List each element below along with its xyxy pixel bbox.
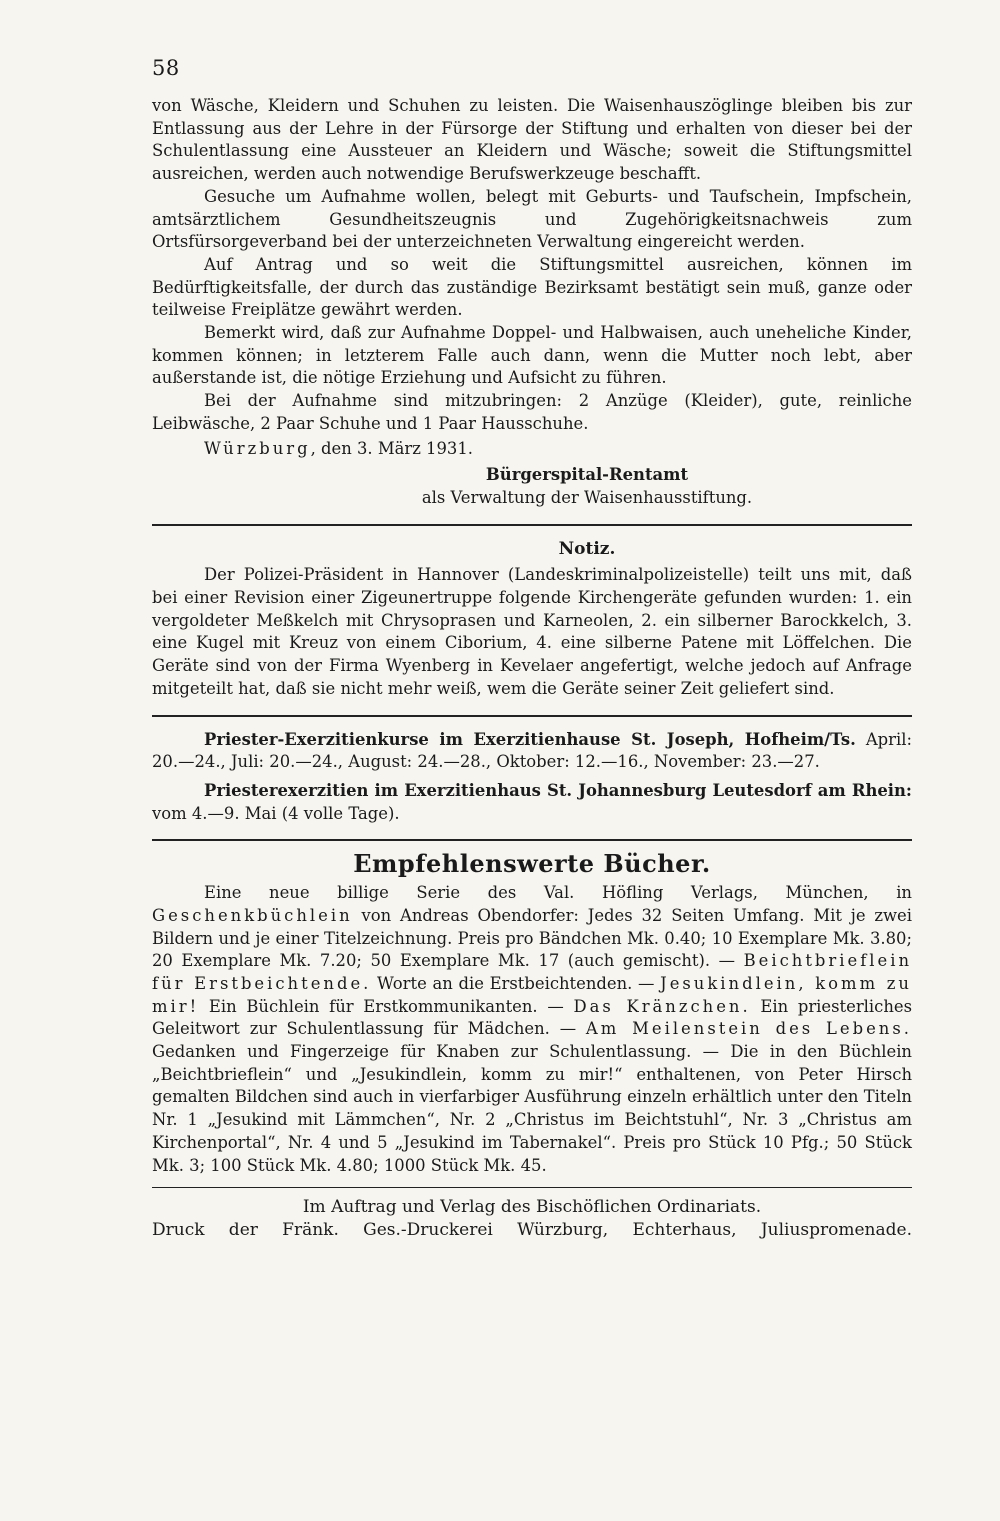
book-title: Das Kränzchen.: [573, 996, 751, 1016]
exerzitien-dates: vom 4.—9. Mai (4 volle Tage).: [152, 803, 400, 823]
page-content: [152, 95, 912, 1242]
paragraph: Auf Antrag und so weit die Stiftungsmittel ausreichen, können im Bedürftigkeitsfalle, der durch das zuständige Bezirksamt bestätigt sein muß, ganze oder teilweise Freiplätze gewährt werden.: [152, 254, 912, 320]
paragraph: Gesuche um Aufnahme wollen, belegt mit Geburts- und Taufschein, Impfschein, amtsärztlichem Gesundheitszeugnis und Zugehörigkeitsnachweis zum Ortsfürsorgeverband bei der unterzeichneten Verwaltung eingereicht werden.: [152, 186, 912, 252]
paragraph: Bei der Aufnahme sind mitzubringen: 2 Anzüge (Kleider), gute, reinliche Leibwäsche, 2 Paar Schuhe und 1 Paar Hausschuhe.: [152, 391, 912, 433]
notiz-section: [152, 538, 912, 701]
exerzitien-section: [152, 729, 912, 826]
dateline: [152, 438, 912, 461]
section-divider: [152, 839, 912, 841]
signature-subtitle: als Verwaltung der Waisenhausstiftung.: [421, 487, 753, 507]
buecher-section: [152, 849, 912, 1177]
date-place: Würzburg: [204, 438, 311, 458]
notiz-heading: Notiz.: [558, 538, 616, 559]
book-title: Am Meilenstein des Lebens.: [585, 1019, 912, 1039]
paragraph: Bemerkt wird, daß zur Aufnahme Doppel- und Halbwaisen, auch uneheliche Kinder, kommen können; in letzterem Falle auch dann, wenn die Mutter noch lebt, aber außerstande ist, die nötige Erziehung und Aufsicht zu führen.: [152, 323, 912, 388]
signature-title: Bürgerspital-Rentamt: [485, 465, 689, 485]
waisenhaus-section: [152, 95, 912, 510]
text-run: Eine neue billige Serie des Val. Höfling Verlags, München, in: [204, 883, 912, 903]
notiz-text: Der Polizei-Präsident in Hannover (Landeskriminalpolizeistelle) teilt uns mit, daß bei einer Revision einer Zigeunertruppe folgende Kirchengeräte gefunden wurden: 1. ein vergoldeter Meßkelch mit Chrysoprasen und Karneolen, 2. ein silberner Barockkelch, 3. eine Kugel mit Kreuz von einem Ciborium, 4. eine silberne Patene mit Löffelchen. Die Geräte sind von der Firma Wyenberg in Kevelaer angefertigt, welche jedoch auf Anfrage mitgeteilt hat, daß sie nicht mehr weiß, wem die Geräte seiner Zeit geliefert sind.: [152, 565, 912, 698]
text-run: Gedanken und Fingerzeige für Knaben zur Schulentlassung. — Die in den Büchlein „Beichtbrieflein“ und „Jesukindlein, komm zu mir!“ enthaltenen, von Peter Hirsch gemalten Bildchen sind auch in vierfarbiger Ausführung einzeln erhältlich unter den Titeln Nr. 1 „Jesukind mit Lämmchen“, Nr. 2 „Christus im Beichtstuhl“, Nr. 3 „Christus am Kirchenportal“, Nr. 4 und 5 „Jesukind im Tabernakel“. Preis pro Stück 10 Pfg.; 50 Stück Mk. 3; 100 Stück Mk. 4.80; 1000 Stück Mk. 45.: [152, 1042, 912, 1175]
section-divider: [152, 524, 912, 526]
text-run: Ein priesterliches Geleitwort zur Schulentlassung für Mädchen. —: [152, 996, 912, 1039]
exerzitien-item: [152, 729, 912, 774]
exerzitien-dates: April: 20.—24., Juli: 20.—24., August: 24.—28., Oktober: 12.—16., November: 23.—27.: [152, 729, 912, 772]
imprint: [152, 1196, 912, 1241]
book-title: Geschenkbüchlein: [152, 905, 353, 925]
book-title: Beichtbrieflein für Erstbeichtende.: [152, 951, 912, 993]
imprint-printer: Druck der Fränk. Ges.-Druckerei Würzburg, Echterhaus, Juliuspromenade.: [152, 1219, 912, 1240]
paragraph: von Wäsche, Kleidern und Schuhen zu leisten. Die Waisenhauszöglinge bleiben bis zur Entlassung aus der Lehre in der Fürsorge der Stiftung und erhalten von dieser bei der Schulentlassung eine Aussteuer an Kleidern und Wäsche; soweit die Stiftungsmittel ausreichen, werden auch notwendige Berufswerkzeuge beschafft.: [152, 96, 912, 184]
footer-divider: [152, 1187, 912, 1188]
page-number: 58: [152, 56, 180, 80]
text-run: Worte an die Erstbeichtenden. —: [371, 973, 661, 993]
exerzitien-title: Priesterexerzitien im Exerzitienhaus St. Johannesburg Leutesdorf am Rhein:: [204, 780, 912, 800]
exerzitien-item: [152, 780, 912, 825]
text-run: Ein Büchlein für Erstkommunikanten. —: [199, 996, 574, 1016]
buecher-text: [152, 882, 912, 1177]
exerzitien-title: Priester-Exerzitienkurse im Exerzitienhause St. Joseph, Hofheim/Ts.: [204, 729, 856, 749]
imprint-publisher: Im Auftrag und Verlag des Bischöflichen Ordinariats.: [302, 1197, 762, 1218]
section-divider: [152, 715, 912, 717]
date-text: , den 3. März 1931.: [310, 438, 473, 458]
text-run: von Andreas Obendorfer: Jedes 32 Seiten Umfang. Mit je zwei Bildern und je einer Titelzeichnung. Preis pro Bändchen Mk. 0.40; 10 Exemplare Mk. 3.80; 20 Exemplare Mk. 7.20; 50 Exemplare Mk. 17 (auch gemischt). —: [152, 905, 912, 971]
book-title: Jesukindlein, komm zu mir!: [152, 973, 912, 1016]
buecher-heading: Empfehlenswerte Bücher.: [353, 849, 711, 879]
